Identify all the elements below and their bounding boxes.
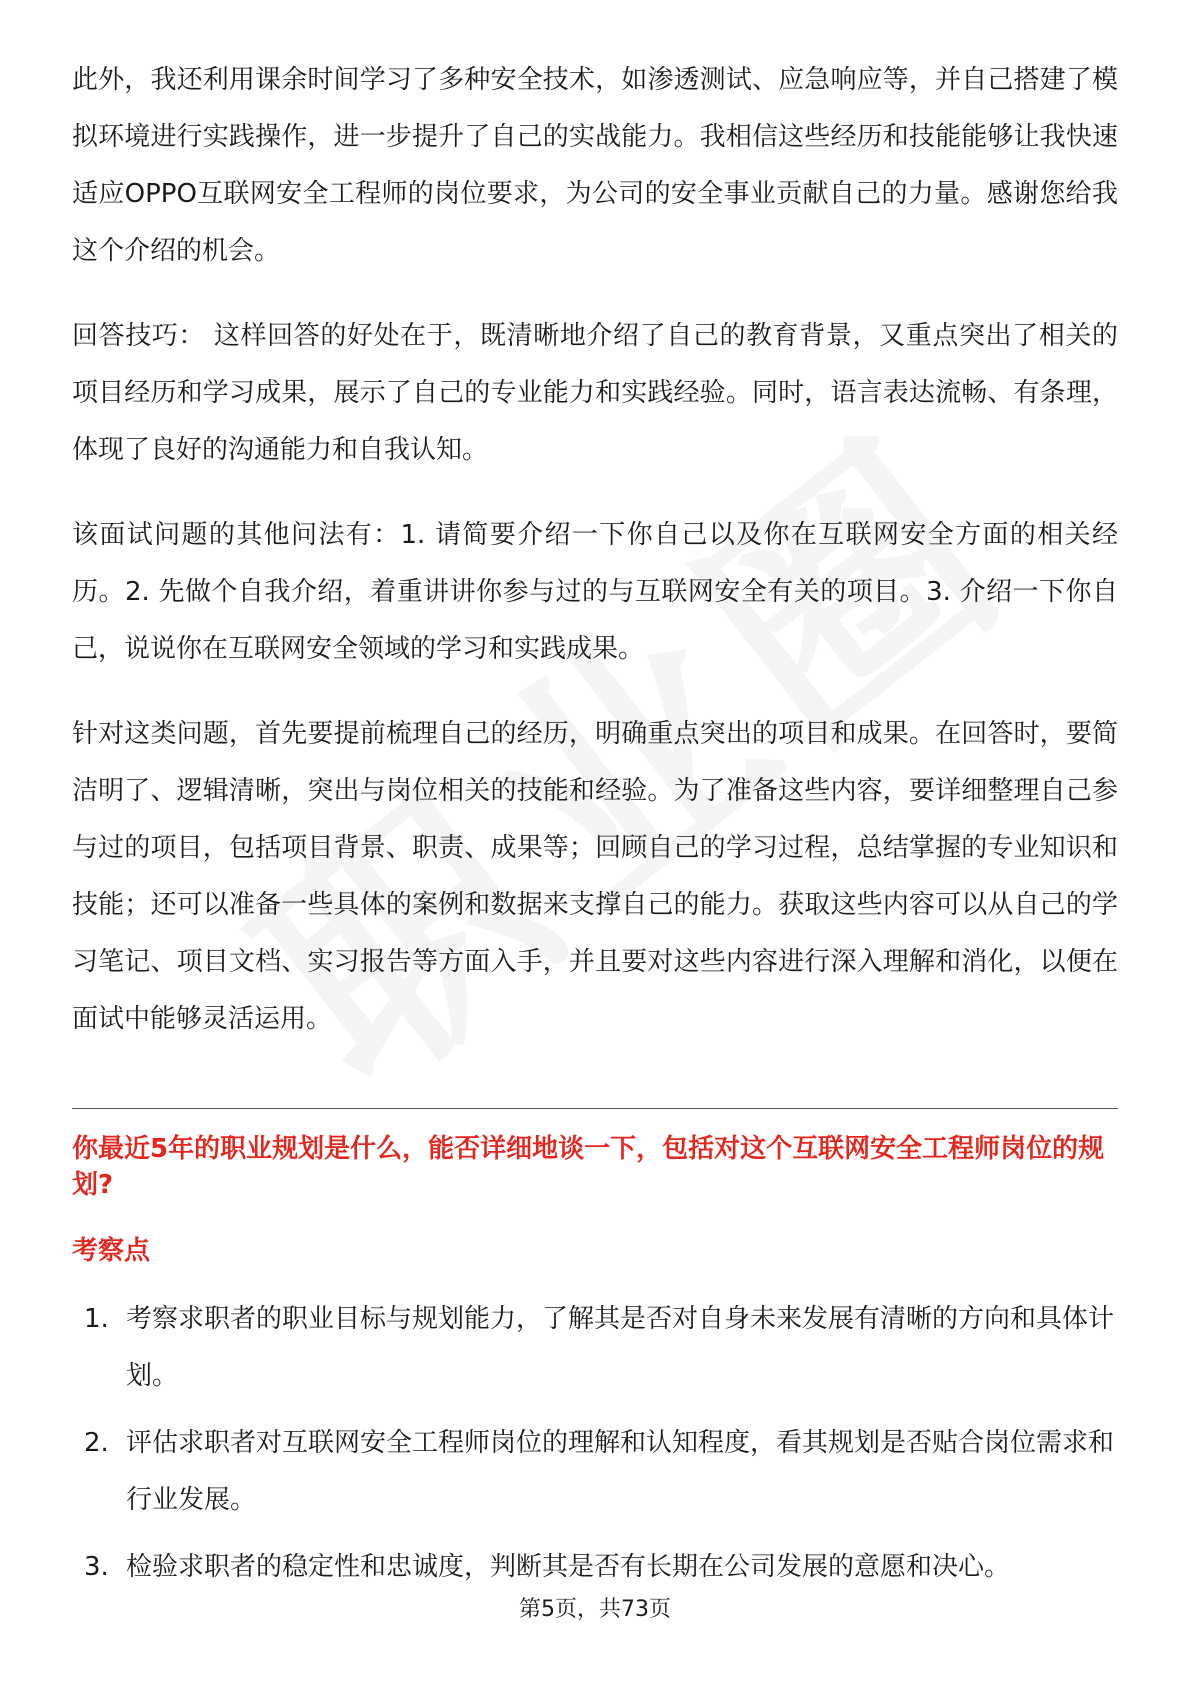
list-item-number: 3. (84, 1552, 109, 1582)
assessment-points-label: 考察点 (72, 1236, 151, 1266)
paragraph-alternative-questions: 该面试问题的其他问法有：1. 请简要介绍一下你自己以及你在互联网安全方面的相关经历。2. 先做个自我介绍，着重讲讲你参与过的与互联网安全有关的项目。3. 介绍一下你自己，说说你在互联网安全领域的学习和实践成果。 (72, 520, 1118, 664)
list-item-text: 评估求职者对互联网安全工程师岗位的理解和认知程度，看其规划是否贴合岗位需求和行业发展。 (126, 1428, 1115, 1515)
list-item-text: 考察求职者的职业目标与规划能力，了解其是否对自身未来发展有清晰的方向和具体计划。 (126, 1304, 1115, 1391)
page-number-footer: 第5页，共73页 (519, 1597, 671, 1622)
document-body (72, 52, 1118, 1606)
paragraph-preparation-advice: 针对这类问题，首先要提前梳理自己的经历，明确重点突出的项目和成果。在回答时，要简洁明了、逻辑清晰，突出与岗位相关的技能和经验。为了准备这些内容，要详细整理自己参与过的项目，包括项目背景、职责、成果等；回顾自己的学习过程，总结掌握的专业知识和技能；还可以准备一些具体的案例和数据来支撑自己的能力。获取这些内容可以从自己的学习笔记、项目文档、实习报告等方面入手，并且要对这些内容进行深入理解和消化，以便在面试中能够灵活运用。 (72, 719, 1118, 1034)
interview-question-heading: 你最近5年的职业规划是什么，能否详细地谈一下，包括对这个互联网安全工程师岗位的规划? (72, 1134, 1105, 1200)
paragraph-answer-tips: 回答技巧： 这样回答的好处在于，既清晰地介绍了自己的教育背景，又重点突出了相关的项目经历和学习成果，展示了自己的专业能力和实践经验。同时，语言表达流畅、有条理，体现了良好的沟通能力和自我认知。 (72, 321, 1118, 465)
paragraph-intro-continued: 此外，我还利用课余时间学习了多种安全技术，如渗透测试、应急响应等，并自己搭建了模拟环境进行实践操作，进一步提升了自己的实战能力。我相信这些经历和技能能够让我快速适应OPPO互联网安全工程师的岗位要求，为公司的安全事业贡献自己的力量。感谢您给我这个介绍的机会。 (72, 65, 1118, 266)
section-divider (72, 1108, 1118, 1109)
list-item-text: 检验求职者的稳定性和忠诚度，判断其是否有长期在公司发展的意愿和决心。 (126, 1552, 1011, 1582)
list-item-number: 2. (84, 1428, 109, 1458)
list-item (72, 1291, 1118, 1405)
list-item-number: 1. (84, 1304, 109, 1334)
list-item (72, 1415, 1118, 1529)
assessment-points-list (72, 1291, 1118, 1596)
list-item (72, 1539, 1118, 1596)
